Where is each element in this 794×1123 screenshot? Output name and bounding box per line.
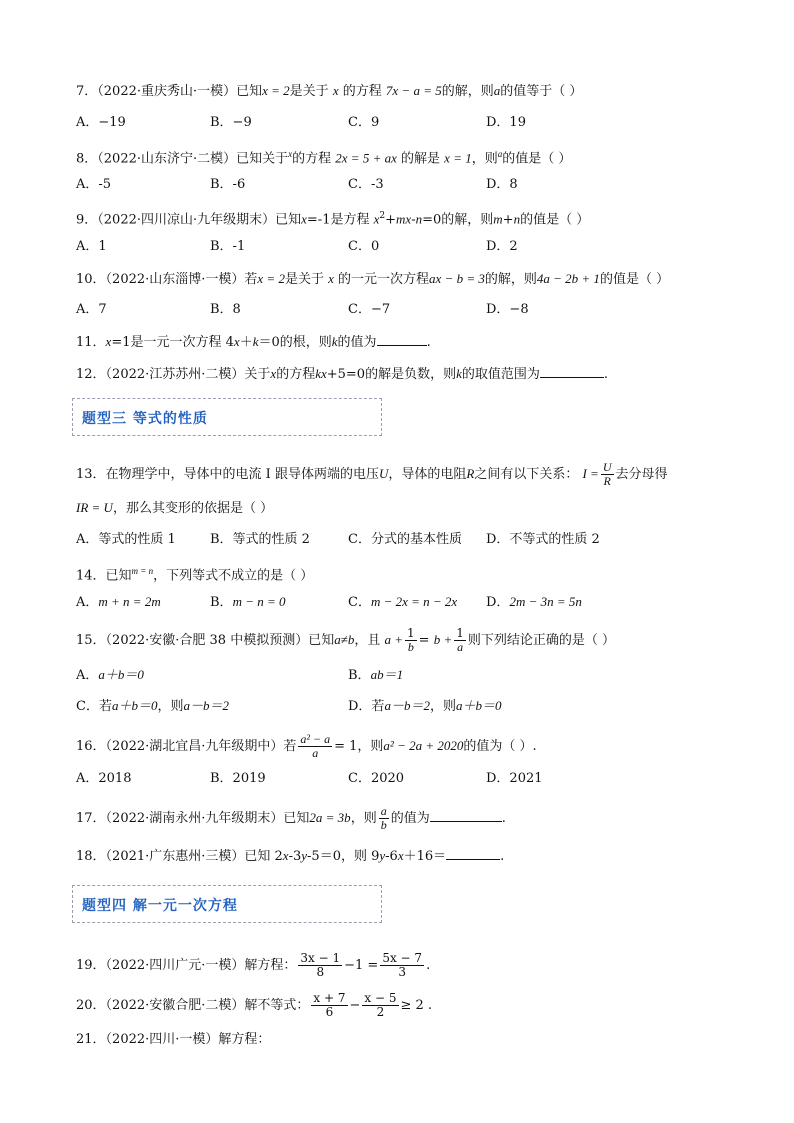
section-header-3: 题型三 等式的性质	[72, 398, 382, 436]
answer-blank[interactable]	[540, 365, 604, 378]
fraction: $\frac{1}{a}$	[456, 626, 464, 654]
q8-option-b[interactable]: B．-6	[210, 177, 246, 192]
q8-option-c[interactable]: C．-3	[348, 177, 384, 192]
q8-option-d[interactable]: D．8	[486, 177, 518, 192]
q13-option-c[interactable]: C．分式的基本性质	[348, 532, 462, 547]
q16-option-d[interactable]: D．2021	[486, 771, 543, 786]
question-12: 12．（2022·江苏苏州·二模）关于x的方程kx+5=0的解是负数，则k的取值范围为 .	[76, 366, 609, 382]
question-13-line2: IR = U，那么其变形的依据是（ ）	[76, 500, 274, 516]
question-14: 14．已知$^{m = n}$，下列等式不成立的是（ ）	[76, 566, 314, 584]
q9-option-c[interactable]: C．0	[348, 239, 380, 254]
q14-option-c[interactable]: C．m − 2x = n − 2x	[348, 594, 458, 610]
q16-option-c[interactable]: C．2020	[348, 771, 405, 786]
question-18: 18．（2021·广东惠州·三模）已知 2x-3y-5＝0，则 9y-6x＋16＝ .	[76, 848, 505, 864]
fraction: $\frac{3x - 1}{8}$	[300, 951, 341, 979]
question-13: 13．在物理学中，导体中的电流 I 跟导体两端的电压U，导体的电阻R之间有以下关系： I = $\frac{U}{R}$ 去分母得	[76, 460, 668, 488]
fraction: $\frac{1}{b}$	[407, 626, 415, 654]
q10-option-c[interactable]: C．−7	[348, 302, 391, 317]
q7-option-a[interactable]: A．−19	[76, 115, 126, 130]
q15-option-b[interactable]: B．ab＝1	[348, 667, 404, 683]
fraction: $\frac{x + 7}{6}$	[313, 991, 346, 1019]
question-15: 15．（2022·安徽·合肥 38 中模拟预测）已知a≠b，且 a + $\frac{1}{b}$ = b + $\frac{1}{a}$ 则下列结论正确的是（ ）	[76, 626, 616, 654]
question-9: 9．（2022·四川凉山·九年级期末）已知x=-1是方程 $x^2+mx-n=0$的解，则m+n的值是（ ）	[76, 211, 590, 228]
q10-option-d[interactable]: D．−8	[486, 302, 529, 317]
question-16: 16．（2022·湖北宜昌·九年级期中）若 $\frac{\text{a² − a}}{a}$ = 1，则a² − 2a + 2020的值为（ ）.	[76, 732, 537, 760]
q14-option-b[interactable]: B．m − n = 0	[210, 594, 286, 610]
question-21: 21．（2022·四川·一模）解方程：	[76, 1032, 271, 1047]
q15-option-c[interactable]: C．若a＋b＝0，则a－b＝2	[76, 698, 229, 714]
q9-option-a[interactable]: A．1	[76, 239, 107, 254]
q10-option-a[interactable]: A．7	[76, 302, 107, 317]
q7-option-c[interactable]: C．9	[348, 115, 380, 130]
answer-blank[interactable]	[430, 809, 502, 822]
question-17: 17．（2022·湖南永州·九年级期末）已知2a = 3b，则 $\frac{a}{b}$ 的值为 .	[76, 804, 506, 832]
fraction: $\frac{x - 5}{2}$	[364, 991, 397, 1019]
q7-option-d[interactable]: D．19	[486, 115, 526, 130]
section-header-4: 题型四 解一元一次方程	[72, 885, 382, 923]
q9-option-d[interactable]: D．2	[486, 239, 518, 254]
q15-option-a[interactable]: A．a＋b＝0	[76, 667, 144, 683]
q14-option-a[interactable]: A．m + n = 2m	[76, 594, 161, 610]
fraction: $\frac{\text{a² − a}}{a}$	[300, 732, 331, 760]
fraction: $\frac{a}{b}$	[380, 804, 387, 832]
q14-option-d[interactable]: D．2m − 3n = 5n	[486, 594, 582, 610]
fraction: $\frac{U}{R}$	[602, 460, 612, 488]
q16-option-b[interactable]: B．2019	[210, 771, 266, 786]
question-20: 20．（2022·安徽合肥·二模）解不等式： $\frac{x + 7}{6}$ − $\frac{x - 5}{2}$ ≥ 2 .	[76, 991, 433, 1019]
q13-option-d[interactable]: D．不等式的性质 2	[486, 532, 600, 547]
q8-option-a[interactable]: A．-5	[76, 177, 112, 192]
answer-blank[interactable]	[446, 847, 500, 860]
q16-option-a[interactable]: A．2018	[76, 771, 132, 786]
q15-option-d[interactable]: D．若a－b＝2，则a＋b＝0	[348, 698, 502, 714]
question-8: 8．（2022·山东济宁·二模）已知关于$^x$的方程 2x = 5 + ax 的解是 x = 1，则$^a$的值是（ ）	[76, 149, 572, 167]
q7-option-b[interactable]: B．−9	[210, 115, 252, 130]
q9-option-b[interactable]: B．-1	[210, 239, 246, 254]
question-10: 10．（2022·山东淄博·一模）若x = 2是关于 x 的一元一次方程ax − b = 3的解，则4a − 2b + 1的值是（ ）	[76, 271, 670, 287]
fraction: $\frac{5x - 7}{3}$	[382, 951, 423, 979]
question-19: 19．（2022·四川广元·一模）解方程： $\frac{3x - 1}{8}$ −1 = $\frac{5x - 7}{3}$ .	[76, 951, 431, 979]
q13-option-b[interactable]: B．等式的性质 2	[210, 532, 310, 547]
q13-option-a[interactable]: A．等式的性质 1	[76, 532, 176, 547]
q10-option-b[interactable]: B．8	[210, 302, 241, 317]
question-11: 11．x=1是一元一次方程 4x＋k＝0的根，则k的值为 .	[76, 334, 431, 350]
answer-blank[interactable]	[377, 333, 427, 346]
question-7: 7．（2022·重庆秀山·一模）已知x = 2是关于 x 的方程 7x − a = 5的解，则a的值等于（ ）	[76, 83, 583, 99]
